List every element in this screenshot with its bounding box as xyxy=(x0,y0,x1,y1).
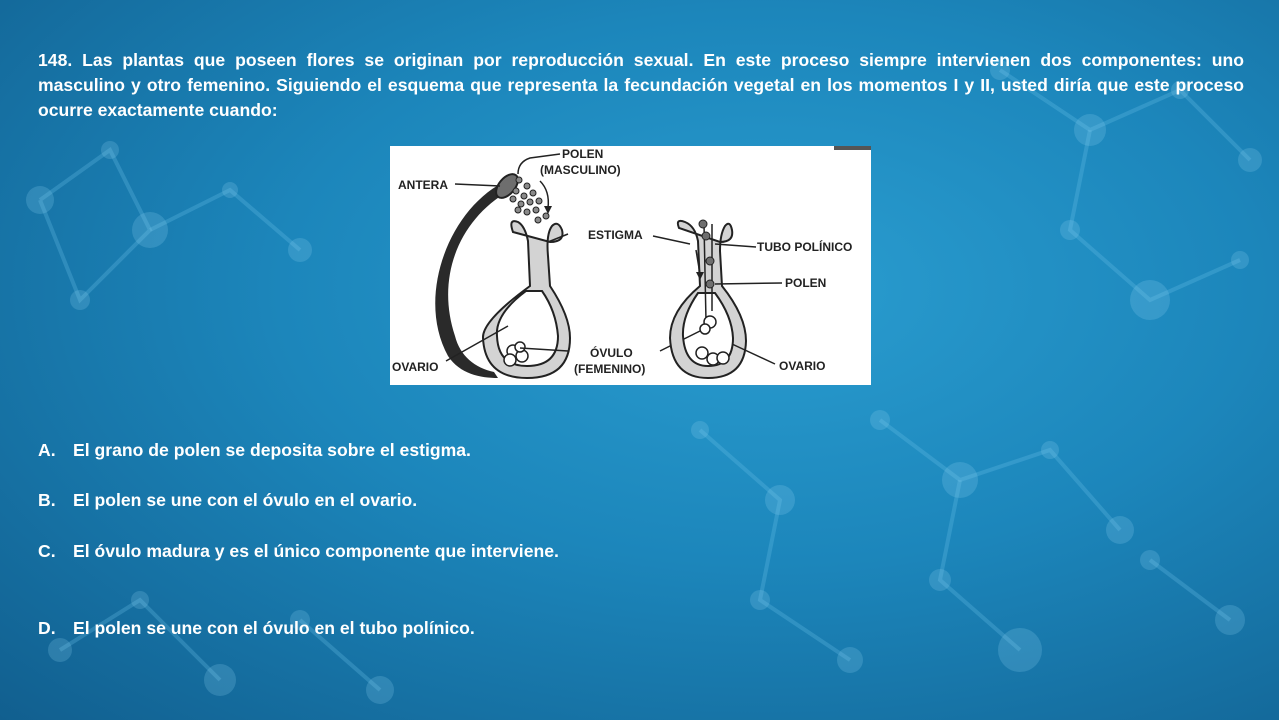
option-c-text: El óvulo madura y es el único componente que interviene. xyxy=(73,541,559,561)
label-polen: POLEN xyxy=(785,276,827,290)
option-d-letter: D. xyxy=(38,618,56,638)
label-ovario-right: OVARIO xyxy=(779,359,826,373)
option-d-text: El polen se une con el óvulo en el tubo polínico. xyxy=(73,618,475,638)
label-polen-masculino-1: POLEN xyxy=(562,147,604,161)
option-a-text: El grano de polen se deposita sobre el estigma. xyxy=(73,440,471,460)
label-ovulo-2: (FEMENINO) xyxy=(574,362,646,376)
fertilization-diagram xyxy=(390,146,871,385)
label-ovario-left: OVARIO xyxy=(392,360,439,374)
corner-mark xyxy=(834,146,871,150)
ovules-right xyxy=(696,316,729,365)
stamen-filament xyxy=(435,180,514,378)
option-c-letter: C. xyxy=(38,541,56,561)
pollen-arrow xyxy=(540,181,548,208)
option-b-text: El polen se une con el óvulo en el ovario. xyxy=(73,490,418,510)
option-a-letter: A. xyxy=(38,440,56,460)
option-c[interactable] xyxy=(38,539,622,564)
question-text: 148. Las plantas que poseen flores se originan por reproducción sexual. En este proceso siempre intervienen dos componentes: uno masculino y otro femenino. Siguiendo el esquema que representa la fecundación vegetal en los momentos I y II, usted diría que este proceso ocurre exactamente cuando: xyxy=(38,50,1244,120)
option-d[interactable] xyxy=(38,616,622,641)
label-antera: ANTERA xyxy=(398,178,448,192)
label-polen-masculino-2: (MASCULINO) xyxy=(540,163,621,177)
option-b[interactable] xyxy=(38,488,622,513)
ovules-left xyxy=(504,342,528,366)
option-b-letter: B. xyxy=(38,490,56,510)
label-ovulo-1: ÓVULO xyxy=(590,346,633,360)
label-estigma: ESTIGMA xyxy=(588,228,643,242)
label-tubo-polinico: TUBO POLÍNICO xyxy=(757,240,853,254)
option-a[interactable] xyxy=(38,438,622,463)
